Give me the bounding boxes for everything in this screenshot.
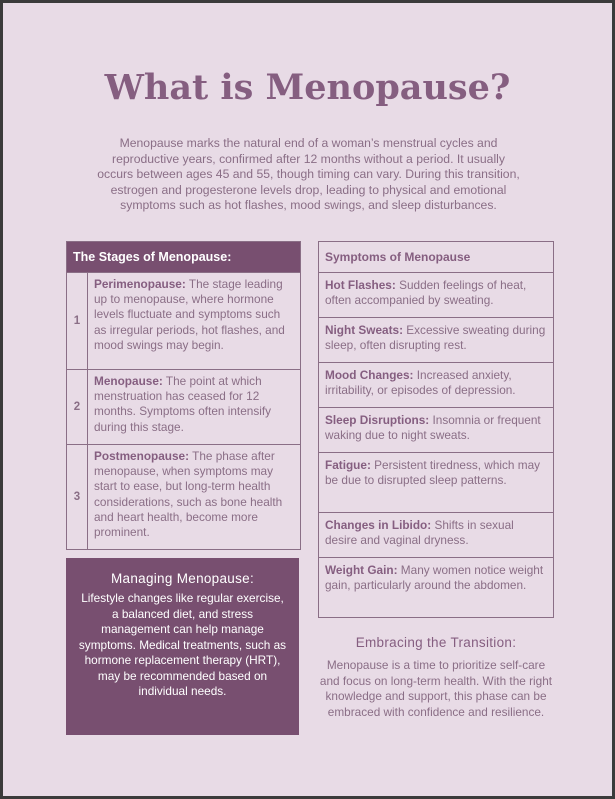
- stage-description: [88, 273, 300, 369]
- managing-body: Lifestyle changes like regular exercise, a balanced diet, and stress management can help manage symptoms. Medical treatments, such as hormone replacement therapy (HRT), may be recommended based on individual needs.: [78, 591, 287, 698]
- stage-term: Perimenopause:: [94, 277, 186, 291]
- stage-description: [88, 370, 300, 444]
- symptom-term: Weight Gain:: [325, 563, 398, 577]
- symptom-desc: Excessive sweating during sleep, often disrupting rest.: [325, 323, 546, 353]
- stage-number: 2: [67, 370, 88, 444]
- page-title: What is Menopause?: [104, 67, 511, 108]
- stage-row: [67, 369, 300, 444]
- managing-box: [66, 558, 299, 735]
- symptom-term: Sleep Disruptions:: [325, 413, 430, 427]
- symptom-row: [319, 407, 553, 452]
- symptoms-heading: Symptoms of Menopause: [325, 250, 471, 264]
- symptom-row: [319, 317, 553, 362]
- stage-term: Menopause:: [94, 374, 163, 388]
- stage-desc: The point at which menstruation has ceased for 12 months. Symptoms often intensify during this stage.: [94, 374, 272, 434]
- symptom-row: [319, 557, 553, 617]
- stage-row: [67, 444, 300, 549]
- stages-heading: The Stages of Menopause:: [67, 242, 300, 272]
- stage-description: [88, 445, 300, 549]
- symptom-row: [319, 512, 553, 557]
- symptom-term: Hot Flashes:: [325, 278, 396, 292]
- symptom-row: [319, 272, 553, 317]
- symptom-desc: Insomnia or frequent waking due to night sweats.: [325, 413, 541, 443]
- symptom-term: Fatigue:: [325, 458, 371, 472]
- symptoms-table: [318, 241, 554, 618]
- stage-row: [67, 272, 300, 369]
- stages-table: [66, 241, 301, 550]
- symptom-term: Night Sweats:: [325, 323, 403, 337]
- intro-paragraph: Menopause marks the natural end of a woman’s menstrual cycles and reproductive years, confirmed after 12 months without a period. It usually occurs between ages 45 and 55, though timing can vary. During this transition, estrogen and progesterone levels drop, leading to physical and emotional symptoms such as hot flashes, mood swings, and sleep disturbances.: [97, 136, 520, 212]
- stage-desc: The stage leading up to menopause, where hormone levels fluctuate and symptoms such as irregular periods, hot flashes, and mood swings may begin.: [94, 277, 285, 352]
- symptom-term: Changes in Libido:: [325, 518, 432, 532]
- symptom-desc: Shifts in sexual desire and vaginal dryness.: [325, 518, 514, 548]
- managing-heading: Managing Menopause:: [110, 571, 255, 586]
- symptom-term: Mood Changes:: [325, 368, 414, 382]
- symptom-desc: Many women notice weight gain, particularly around the abdomen.: [325, 563, 544, 593]
- stage-number: 3: [67, 445, 88, 549]
- embracing-body: Menopause is a time to prioritize self-care and focus on long-term health. With the right knowledge and support, this phase can be embraced with confidence and resilience.: [319, 658, 553, 719]
- symptom-row: [319, 452, 553, 512]
- symptom-row: [319, 362, 553, 407]
- symptom-desc: Increased anxiety, irritability, or episodes of depression.: [325, 368, 516, 398]
- stage-number: 1: [67, 273, 88, 369]
- symptom-desc: Persistent tiredness, which may be due to disrupted sleep patterns.: [325, 458, 541, 488]
- symptom-desc: Sudden feelings of heat, often accompanied by sweating.: [325, 278, 527, 308]
- stage-desc: The phase after menopause, when symptoms may start to ease, but long-term health considerations, such as bone health and heart health, become more prominent.: [94, 449, 283, 540]
- embracing-heading: Embracing the Transition:: [355, 635, 517, 650]
- stage-term: Postmenopause:: [94, 449, 190, 463]
